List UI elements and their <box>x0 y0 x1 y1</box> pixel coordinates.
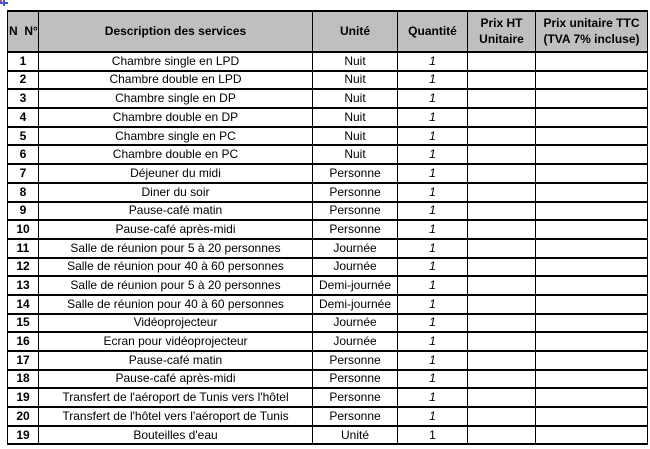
table-row <box>8 239 648 258</box>
cell-price-ht[interactable] <box>468 71 536 90</box>
col-header-unit: Unité <box>313 11 398 52</box>
cell-price-ttc[interactable] <box>536 258 648 277</box>
col-header-quantity: Quantité <box>398 11 468 52</box>
cell-description: Salle de réunion pour 5 à 20 personnes <box>39 276 313 295</box>
cell-number: 14 <box>8 295 39 314</box>
cell-quantity: 1 <box>398 202 468 221</box>
table-row <box>8 370 648 389</box>
cell-number: 19 <box>8 426 39 445</box>
cell-price-ht[interactable] <box>468 202 536 221</box>
cell-unit: Nuit <box>313 71 398 90</box>
cell-description: Chambre double en LPD <box>39 71 313 90</box>
cell-price-ht[interactable] <box>468 220 536 239</box>
cell-description: Vidéoprojecteur <box>39 314 313 333</box>
cell-number: 18 <box>8 370 39 389</box>
cell-price-ttc[interactable] <box>536 108 648 127</box>
cell-quantity: 1 <box>398 164 468 183</box>
cell-price-ht[interactable] <box>468 388 536 407</box>
cell-unit: Journée <box>313 239 398 258</box>
cell-unit: Demi-journée <box>313 276 398 295</box>
cell-price-ttc[interactable] <box>536 332 648 351</box>
cell-number: 6 <box>8 145 39 164</box>
anchor-bar-vertical <box>3 0 5 6</box>
cell-unit: Personne <box>313 388 398 407</box>
services-price-table <box>7 10 648 445</box>
cell-quantity: 1 <box>398 239 468 258</box>
cell-quantity: 1 <box>398 127 468 146</box>
cell-unit: Personne <box>313 407 398 426</box>
cell-quantity: 1 <box>398 407 468 426</box>
table-row <box>8 388 648 407</box>
cell-quantity: 1 <box>398 314 468 333</box>
cell-number: 5 <box>8 127 39 146</box>
cell-price-ttc[interactable] <box>536 239 648 258</box>
object-anchor-icon <box>0 0 9 8</box>
header-row <box>8 11 648 52</box>
cell-description: Bouteilles d'eau <box>39 426 313 445</box>
cell-price-ht[interactable] <box>468 426 536 445</box>
cell-price-ttc[interactable] <box>536 220 648 239</box>
cell-number: 11 <box>8 239 39 258</box>
cell-price-ttc[interactable] <box>536 183 648 202</box>
table-row <box>8 202 648 221</box>
cell-number: 1 <box>8 52 39 71</box>
cell-quantity: 1 <box>398 52 468 71</box>
cell-price-ht[interactable] <box>468 314 536 333</box>
cell-quantity: 1 <box>398 183 468 202</box>
cell-number: 15 <box>8 314 39 333</box>
cell-number: 17 <box>8 351 39 370</box>
table-row <box>8 295 648 314</box>
cell-unit: Personne <box>313 220 398 239</box>
cell-unit: Journée <box>313 258 398 277</box>
cell-description: Déjeuner du midi <box>39 164 313 183</box>
cell-number: 7 <box>8 164 39 183</box>
cell-quantity: 1 <box>398 145 468 164</box>
cell-price-ttc[interactable] <box>536 71 648 90</box>
cell-number: 16 <box>8 332 39 351</box>
cell-unit: Nuit <box>313 108 398 127</box>
table-row <box>8 52 648 71</box>
cell-unit: Nuit <box>313 89 398 108</box>
table-row <box>8 258 648 277</box>
cell-unit: Nuit <box>313 52 398 71</box>
cell-quantity: 1 <box>398 351 468 370</box>
table-row <box>8 89 648 108</box>
cell-number: 19 <box>8 388 39 407</box>
cell-unit: Personne <box>313 370 398 389</box>
table-row <box>8 314 648 333</box>
cell-price-ht[interactable] <box>468 89 536 108</box>
cell-description: Salle de réunion pour 40 à 60 personnes <box>39 295 313 314</box>
cell-quantity: 1 <box>398 388 468 407</box>
table-row <box>8 164 648 183</box>
cell-unit: Nuit <box>313 145 398 164</box>
cell-price-ht[interactable] <box>468 370 536 389</box>
cell-price-ht[interactable] <box>468 276 536 295</box>
cell-description: Chambre single en DP <box>39 89 313 108</box>
cell-description: Salle de réunion pour 40 à 60 personnes <box>39 258 313 277</box>
table-row <box>8 108 648 127</box>
cell-number: 20 <box>8 407 39 426</box>
col-header-description: Description des services <box>39 11 313 52</box>
cell-unit: Personne <box>313 351 398 370</box>
table-row <box>8 276 648 295</box>
cell-quantity: 1 <box>398 108 468 127</box>
col-header-price-ttc: Prix unitaire TTC (TVA 7% incluse) <box>536 11 648 52</box>
cell-quantity: 1 <box>398 332 468 351</box>
cell-description: Pause-café après-midi <box>39 370 313 389</box>
cell-quantity: 1 <box>398 258 468 277</box>
cell-unit: Personne <box>313 202 398 221</box>
cell-price-ttc[interactable] <box>536 388 648 407</box>
cell-description: Transfert de l'hôtel vers l'aéroport de Tunis <box>39 407 313 426</box>
cell-price-ttc[interactable] <box>536 351 648 370</box>
cell-price-ht[interactable] <box>468 407 536 426</box>
table-row <box>8 145 648 164</box>
col-header-number: N N° <box>8 11 39 52</box>
cell-number: 8 <box>8 183 39 202</box>
cell-price-ttc[interactable] <box>536 276 648 295</box>
cell-price-ht[interactable] <box>468 145 536 164</box>
cell-quantity: 1 <box>398 276 468 295</box>
cell-price-ttc[interactable] <box>536 127 648 146</box>
cell-description: Chambre single en LPD <box>39 52 313 71</box>
cell-price-ttc[interactable] <box>536 426 648 445</box>
cell-price-ttc[interactable] <box>536 295 648 314</box>
cell-price-ttc[interactable] <box>536 202 648 221</box>
cell-price-ht[interactable] <box>468 164 536 183</box>
cell-price-ht[interactable] <box>468 258 536 277</box>
table-body <box>8 52 648 444</box>
cell-number: 13 <box>8 276 39 295</box>
cell-price-ht[interactable] <box>468 351 536 370</box>
cell-description: Ecran pour vidéoprojecteur <box>39 332 313 351</box>
table-row <box>8 407 648 426</box>
cell-price-ttc[interactable] <box>536 370 648 389</box>
cell-price-ht[interactable] <box>468 183 536 202</box>
cell-price-ht[interactable] <box>468 52 536 71</box>
cell-unit: Journée <box>313 314 398 333</box>
table-row <box>8 220 648 239</box>
cell-price-ht[interactable] <box>468 295 536 314</box>
cell-price-ttc[interactable] <box>536 164 648 183</box>
cell-price-ttc[interactable] <box>536 89 648 108</box>
table-row <box>8 71 648 90</box>
cell-quantity: 1 <box>398 71 468 90</box>
col-header-price-ht: Prix HT Unitaire <box>468 11 536 52</box>
cell-description: Chambre single en PC <box>39 127 313 146</box>
cell-price-ttc[interactable] <box>536 407 648 426</box>
cell-description: Pause-café matin <box>39 351 313 370</box>
cell-quantity: 1 <box>398 89 468 108</box>
table-row <box>8 351 648 370</box>
cell-description: Pause-café matin <box>39 202 313 221</box>
cell-description: Chambre double en DP <box>39 108 313 127</box>
cell-unit: Nuit <box>313 127 398 146</box>
cell-description: Transfert de l'aéroport de Tunis vers l'hôtel <box>39 388 313 407</box>
cell-price-ht[interactable] <box>468 332 536 351</box>
cell-description: Chambre double en PC <box>39 145 313 164</box>
cell-quantity: 1 <box>398 220 468 239</box>
cell-price-ttc[interactable] <box>536 145 648 164</box>
cell-description: Diner du soir <box>39 183 313 202</box>
cell-number: 9 <box>8 202 39 221</box>
table-row <box>8 426 648 445</box>
cell-number: 10 <box>8 220 39 239</box>
cell-quantity: 1 <box>398 370 468 389</box>
cell-number: 2 <box>8 71 39 90</box>
cell-description: Pause-café après-midi <box>39 220 313 239</box>
table-row <box>8 332 648 351</box>
cell-price-ht[interactable] <box>468 108 536 127</box>
cell-number: 12 <box>8 258 39 277</box>
cell-quantity: 1 <box>398 295 468 314</box>
cell-unit: Unité <box>313 426 398 445</box>
cell-unit: Demi-journée <box>313 295 398 314</box>
cell-price-ht[interactable] <box>468 127 536 146</box>
table-row <box>8 127 648 146</box>
cell-unit: Personne <box>313 164 398 183</box>
cell-description: Salle de réunion pour 5 à 20 personnes <box>39 239 313 258</box>
cell-price-ht[interactable] <box>468 239 536 258</box>
cell-number: 4 <box>8 108 39 127</box>
cell-price-ttc[interactable] <box>536 52 648 71</box>
cell-number: 3 <box>8 89 39 108</box>
cell-unit: Personne <box>313 183 398 202</box>
cell-unit: Journée <box>313 332 398 351</box>
table-row <box>8 183 648 202</box>
cell-quantity: 1 <box>398 426 468 445</box>
cell-price-ttc[interactable] <box>536 314 648 333</box>
